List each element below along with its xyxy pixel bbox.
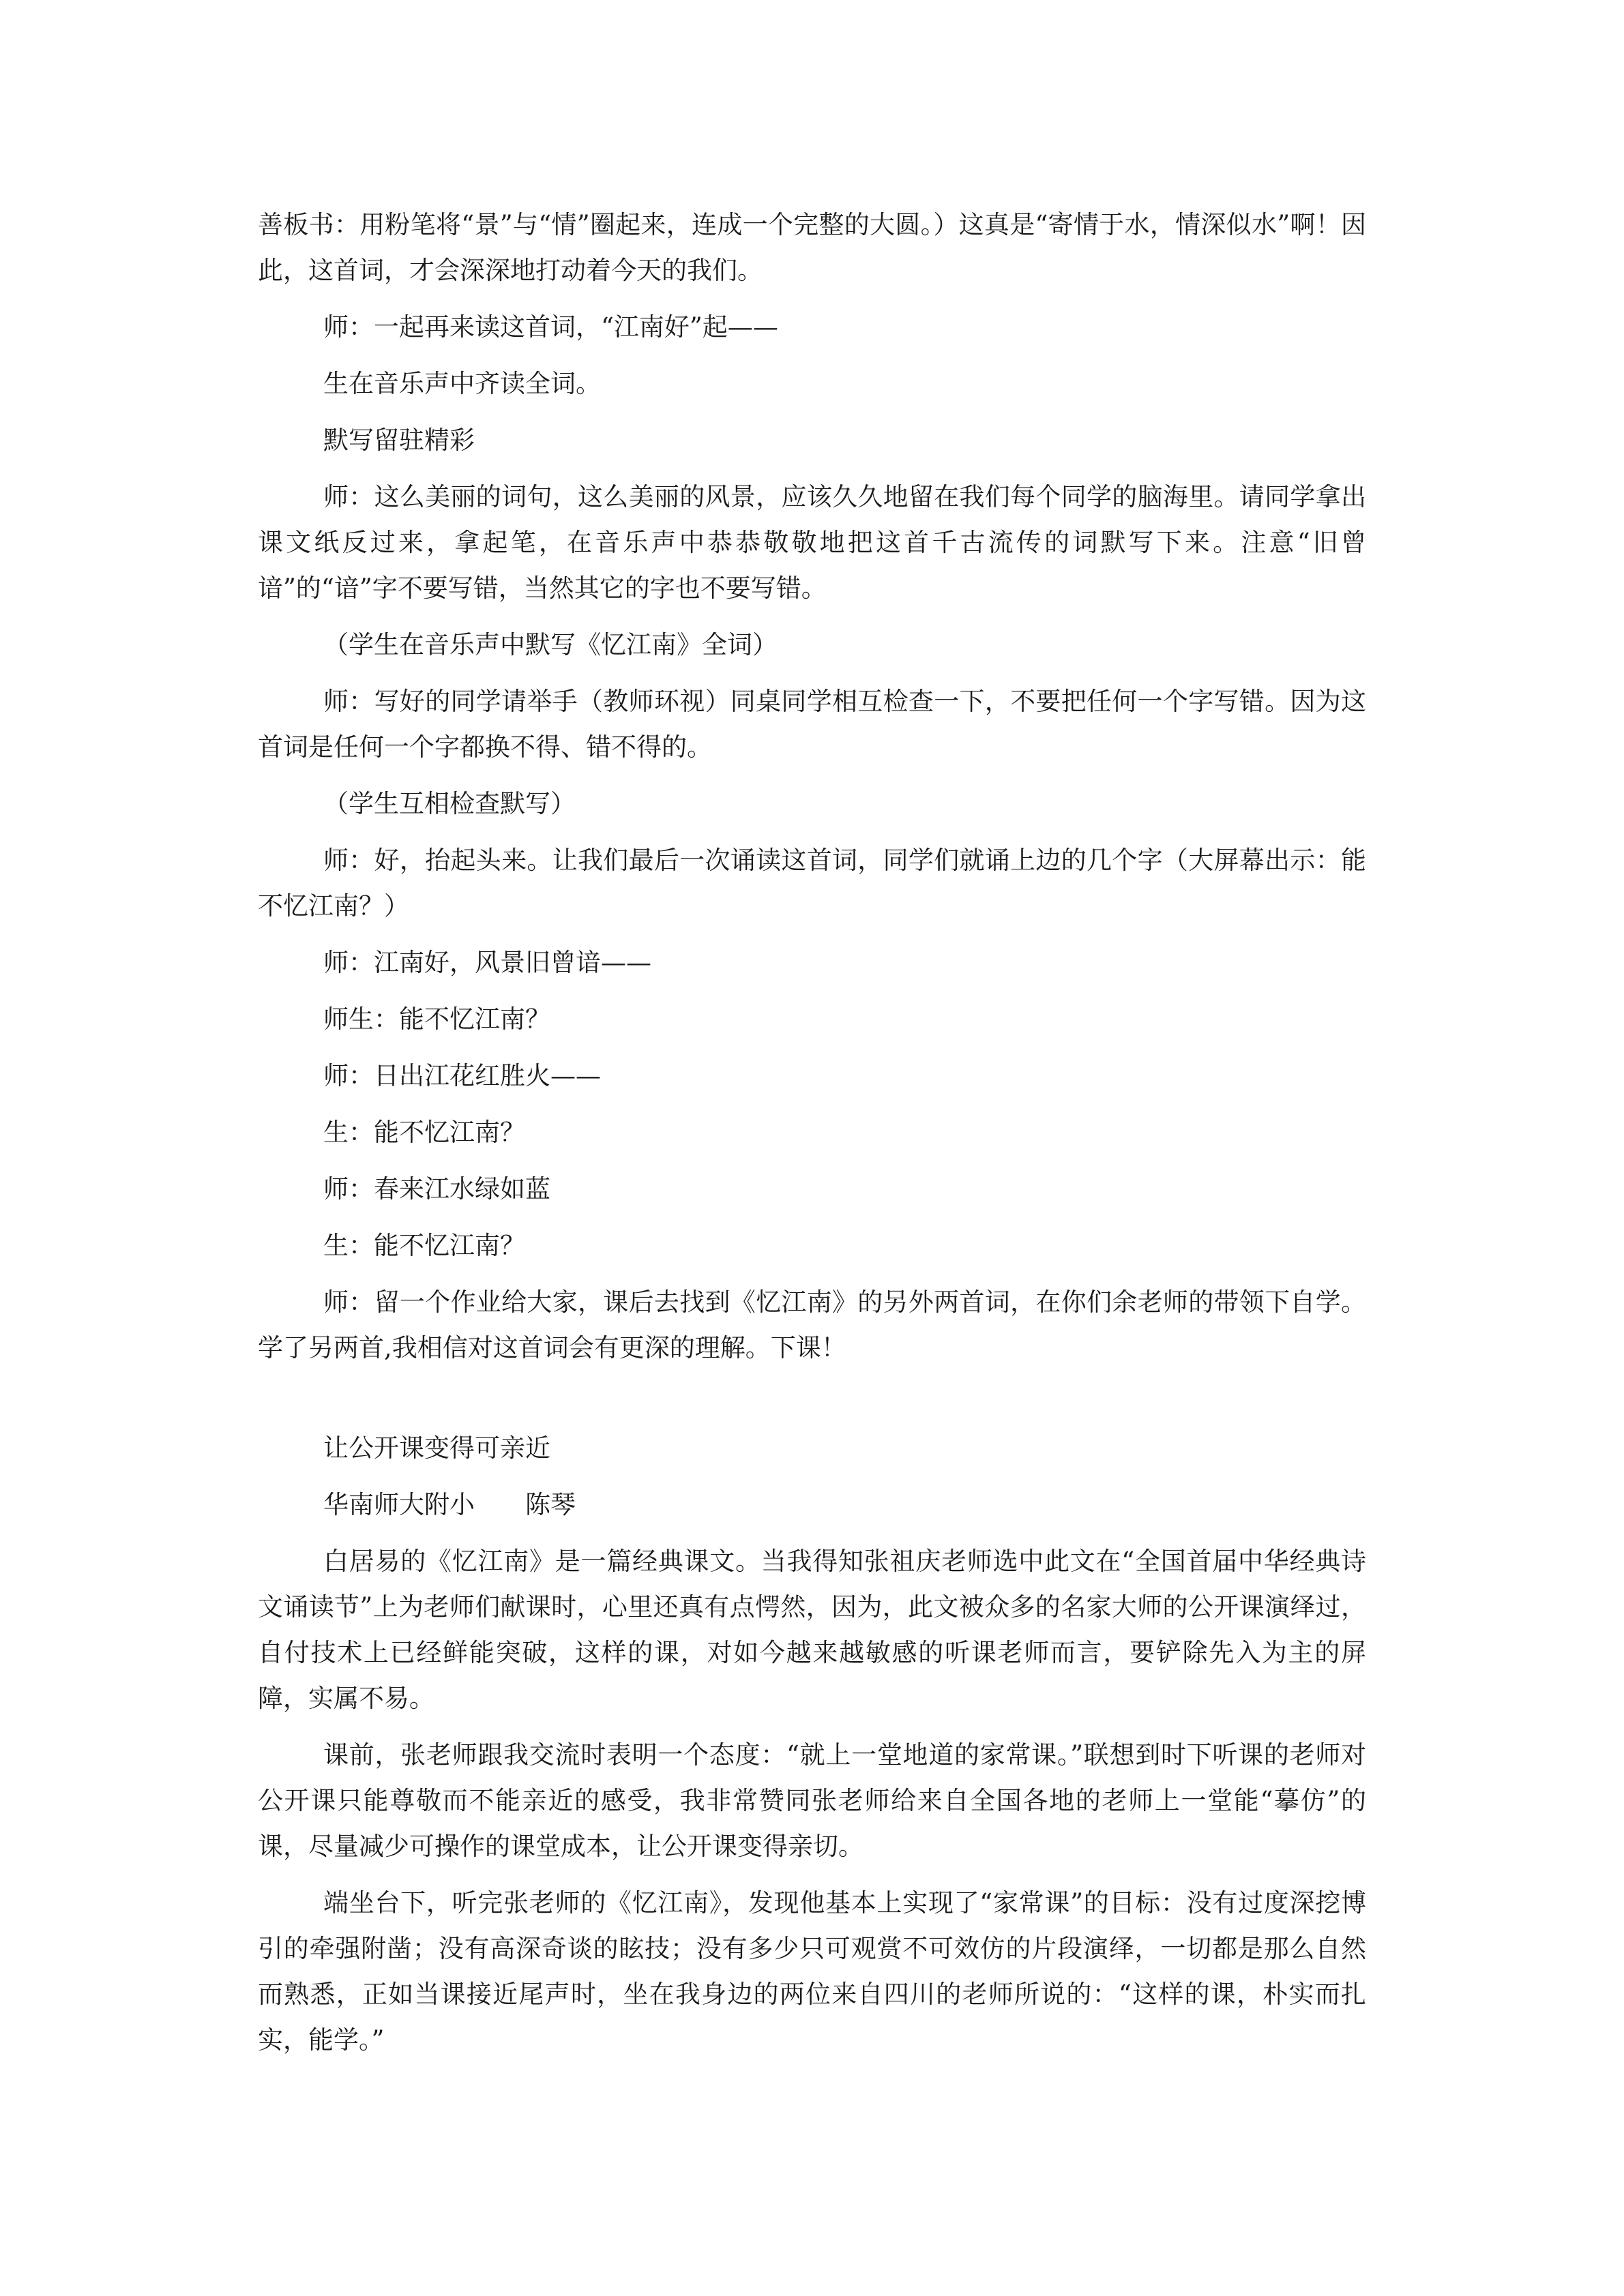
dialogue-line: 师：日出江花红胜火——: [323, 1061, 601, 1090]
paragraph: 师：留一个作业给大家，课后去找到《忆江南》的另外两首词，在你们余老师的带领下自学。学了另两首,我相信对这首词会有更深的理解。下课！: [258, 1287, 1366, 1362]
section-heading: 默写留驻精彩: [323, 426, 475, 455]
dialogue-line: 生：能不忆江南？: [323, 1231, 525, 1260]
paragraph: 端坐台下，听完张老师的《忆江南》，发现他基本上实现了“家常课”的目标：没有过度深挖博引的牵强附凿；没有高深奇谈的眩技；没有多少只可观赏不可效仿的片段演绎，一切都是那么自然而熟悉，正如当课接近尾声时，坐在我身边的两位来自四川的老师所说的：“这样的课，朴实而扎实，能学。”: [258, 1888, 1366, 2055]
dialogue-line: 师生：能不忆江南？: [323, 1004, 550, 1034]
paragraph: （学生互相检查默写）: [323, 789, 576, 818]
paragraph: 师：好，抬起头来。让我们最后一次诵读这首词，同学们就诵上边的几个字（大屏幕出示：能不忆江南？）: [258, 846, 1366, 921]
article-title: 让公开课变得可亲近: [323, 1433, 550, 1463]
dialogue-line: 生：能不忆江南？: [323, 1118, 525, 1147]
paragraph: 师：这么美丽的词句，这么美丽的风景，应该久久地留在我们每个同学的脑海里。请同学拿出课文纸反过来，拿起笔，在音乐声中恭恭敬敬地把这首千古流传的词默写下来。注意“旧曾谙”的“谙”字不要写错，当然其它的字也不要写错。: [258, 482, 1366, 603]
paragraph: （学生在音乐声中默写《忆江南》全词）: [323, 630, 778, 659]
document-body: [258, 202, 1366, 2074]
paragraph: 白居易的《忆江南》是一篇经典课文。当我得知张祖庆老师选中此文在“全国首届中华经典诗文诵读节”上为老师们献课时，心里还真有点愕然，因为，此文被众多的名家大师的公开课演绎过，自付技术上已经鲜能突破，这样的课，对如今越来越敏感的听课老师而言，要铲除先入为主的屏障，实属不易。: [258, 1547, 1366, 1713]
dialogue-line: 师：春来江水绿如蓝: [323, 1174, 550, 1204]
paragraph: 善板书：用粉笔将“景”与“情”圈起来，连成一个完整的大圆。）这真是“寄情于水，情深似水”啊！因此，这首词，才会深深地打动着今天的我们。: [258, 210, 1366, 285]
paragraph: 生在音乐声中齐读全词。: [323, 369, 601, 398]
paragraph: 师：一起再来读这首词，“江南好”起——: [323, 312, 778, 342]
paragraph: 课前，张老师跟我交流时表明一个态度：“就上一堂地道的家常课。”联想到时下听课的老师对公开课只能尊敬而不能亲近的感受，我非常赞同张老师给来自全国各地的老师上一堂能“摹仿”的课，尽量减少可操作的课堂成本，让公开课变得亲切。: [258, 1740, 1366, 1861]
paragraph: 师：写好的同学请举手（教师环视）同桌同学相互检查一下，不要把任何一个字写错。因为这首词是任何一个字都换不得、错不得的。: [258, 687, 1366, 762]
article-author: 华南师大附小 陈琴: [323, 1490, 576, 1519]
dialogue-line: 师：江南好，风景旧曾谙——: [323, 948, 651, 977]
